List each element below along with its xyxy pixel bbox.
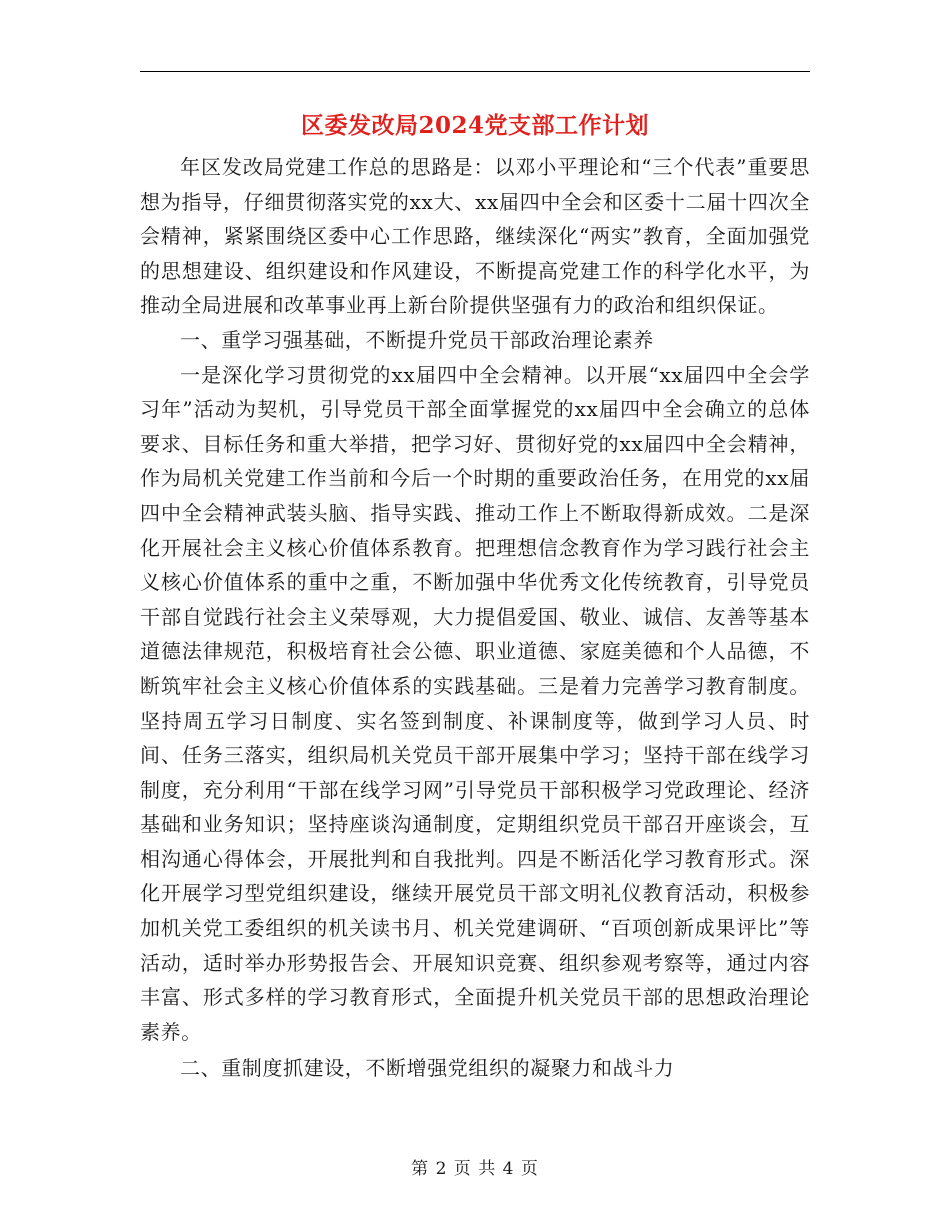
header-rule: [140, 71, 810, 72]
document-title: 区委发改局2024党支部工作计划: [300, 112, 649, 139]
section-heading-2: 二、重制度抓建设，不断增强党组织的凝聚力和战斗力: [180, 1056, 675, 1081]
section-1-body-paragraph: 一是深化学习贯彻党的xx届四中全会精神。以开展“xx届四中全会学习年”活动为契机，引导党员干部全面掌握党的xx届四中全会确立的总体要求、目标任务和重大举措，把学习好、贯彻好党的xx届四中全会精神，作为局机关党建工作当前和今后一个时期的重要政治任务，在用党的xx届四中全会精神武装头脑、指导实践、推动工作上不断取得新成效。二是深化开展社会主义核心价值体系教育。把理想信念教育作为学习践行社会主义核心价值体系的重中之重，不断加强中华优秀文化传统教育，引导党员干部自觉践行社会主义荣辱观，大力提倡爱国、敬业、诚信、友善等基本道德法律规范，积极培育社会公德、职业道德、家庭美德和个人品德，不断筑牢社会主义核心价值体系的实践基础。三是着力完善学习教育制度。坚持周五学习日制度、实名签到制度、补课制度等，做到学习人员、时间、任务三落实，组织局机关党员干部开展集中学习；坚持干部在线学习制度，充分利用“干部在线学习网”引导党员干部积极学习党政理论、经济基础和业务知识；坚持座谈沟通制度，定期组织党员干部召开座谈会，互相沟通心得体会，开展批判和自我批判。四是不断活化学习教育形式。深化开展学习型党组织建设，继续开展党员干部文明礼仪教育活动，积极参加机关党工委组织的机关读书月、机关党建调研、“百项创新成果评比”等活动，适时举办形势报告会、开展知识竞赛、组织参观考察等，通过内容丰富、形式多样的学习教育形式，全面提升机关党员干部的思想政治理论素养。: [140, 362, 810, 1044]
document-body: [140, 150, 810, 1086]
page-number-footer: 第 2 页 共 4 页: [411, 1159, 539, 1179]
section-heading-1: 一、重学习强基础，不断提升党员干部政治理论素养: [180, 327, 654, 352]
intro-paragraph: 年区发改局党建工作总的思路是：以邓小平理论和“三个代表”重要思想为指导，仔细贯彻落实党的xx大、xx届四中全会和区委十二届十四次全会精神，紧紧围绕区委中心工作思路，继续深化“两实”教育，全面加强党的思想建设、组织建设和作风建设，不断提高党建工作的科学化水平，为推动全局进展和改革事业再上新台阶提供坚强有力的政治和组织保证。: [140, 155, 810, 318]
